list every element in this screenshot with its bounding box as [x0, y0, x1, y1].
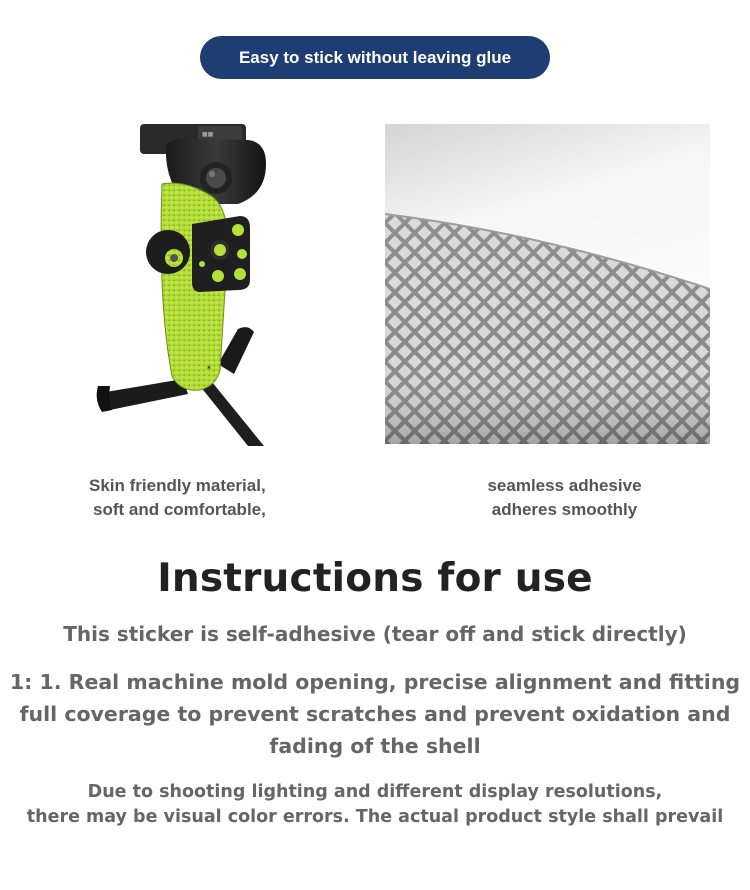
- feature-caption-left: [89, 474, 266, 522]
- self-adhesive-note: This sticker is self-adhesive (tear off and stick directly): [63, 622, 687, 646]
- instruction-step: [0, 666, 750, 762]
- caption-line: adheres smoothly: [491, 500, 638, 519]
- instructions-title: Instructions for use: [157, 556, 593, 601]
- svg-text:■■: ■■: [202, 131, 214, 138]
- caption-line: Skin friendly material,: [89, 476, 266, 495]
- feature-caption-right: [473, 474, 656, 522]
- feature-banner-label: Easy to stick without leaving glue: [238, 47, 512, 67]
- adhesive-film-photo: [385, 124, 710, 444]
- gimbal-product-photo: [88, 124, 278, 446]
- svg-text:✶: ✶: [206, 364, 212, 372]
- caption-line: soft and comfortable,: [93, 500, 266, 519]
- feature-banner: [200, 36, 550, 79]
- color-disclaimer: [0, 780, 750, 830]
- step-line: full coverage to prevent scratches and prevent oxidation and: [19, 702, 731, 726]
- step-line: 1: 1. Real machine mold opening, precise alignment and fitting: [9, 670, 741, 694]
- disclaimer-line: Due to shooting lighting and different display resolutions,: [87, 782, 663, 802]
- step-line: fading of the shell: [269, 734, 481, 758]
- disclaimer-line: there may be visual color errors. The actual product style shall prevail: [26, 807, 724, 827]
- caption-line: seamless adhesive: [487, 476, 642, 495]
